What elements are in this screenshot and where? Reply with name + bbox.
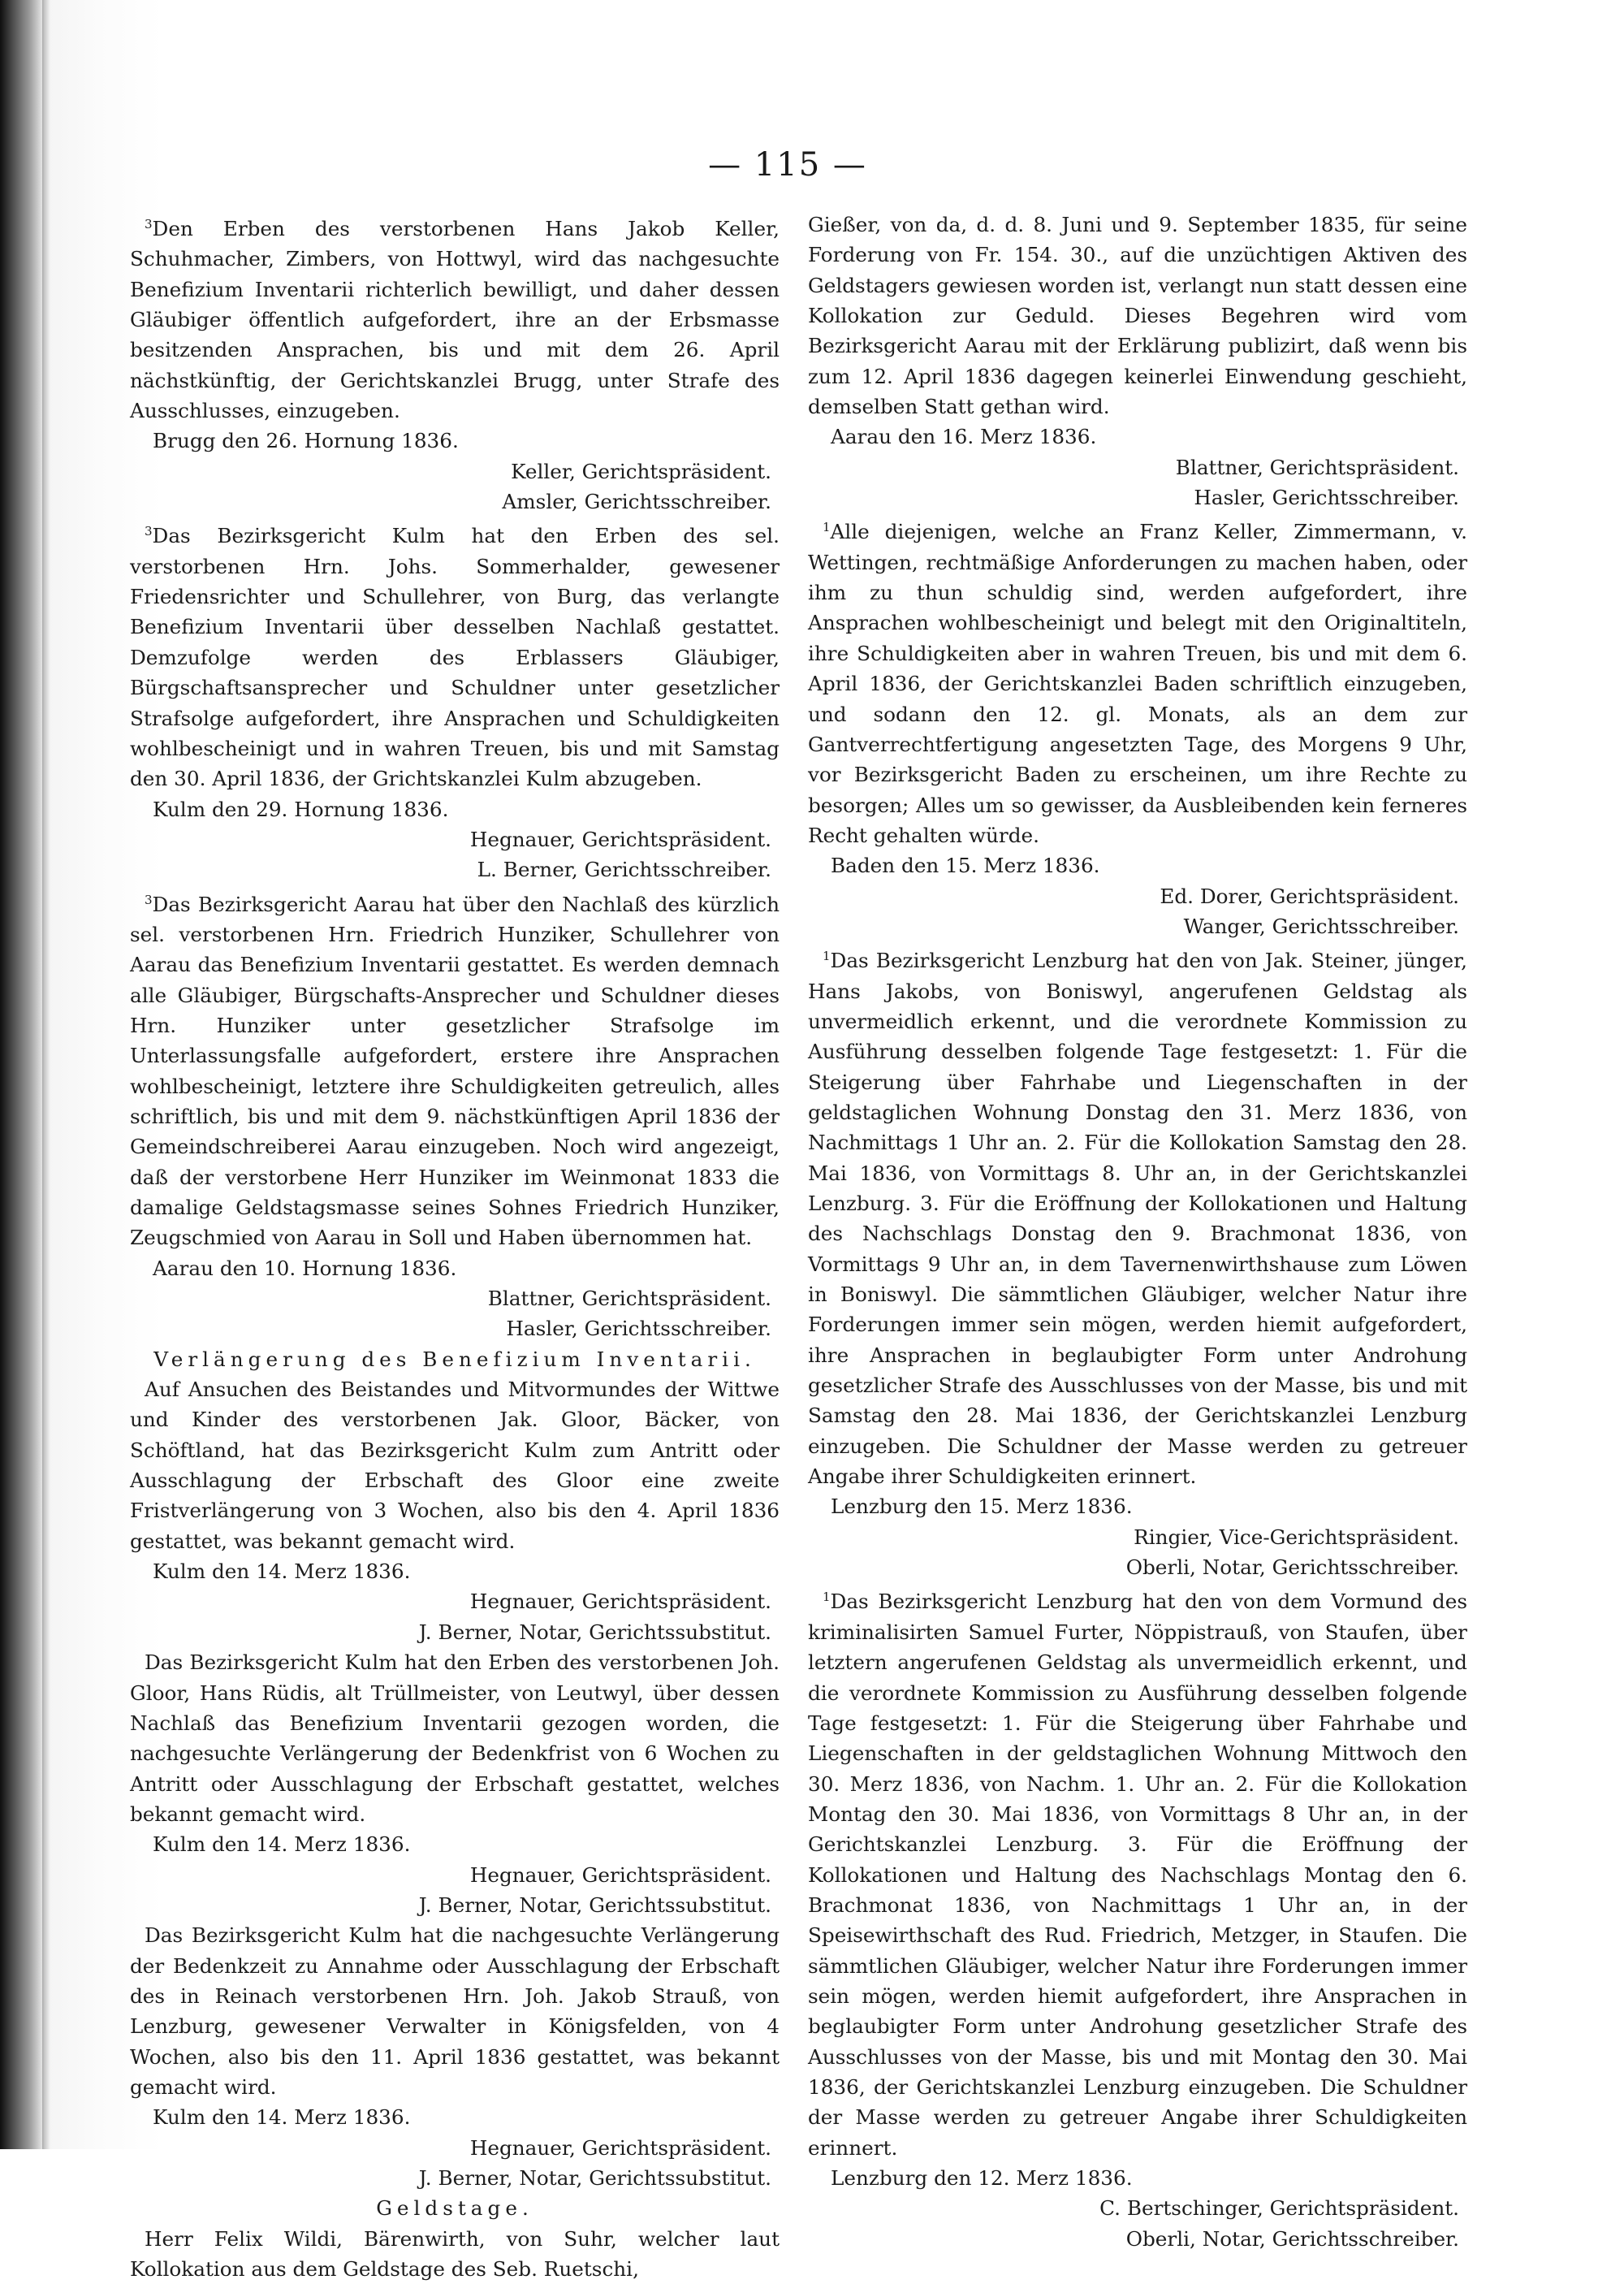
block-text: Keller, Gerichtspräsident. [511, 459, 771, 483]
block-text: Kulm den 14. Merz 1836. [153, 2105, 411, 2130]
signature-line [808, 911, 1467, 941]
block-text: Ringier, Vice-Gerichtspräsident. [1134, 1525, 1459, 1549]
signature-line [130, 1586, 780, 1616]
block-text: Das Bezirksgericht Kulm hat den Erben des verstorbenen Joh. Gloor, Hans Rüdis, alt Trüllmeister, von Leutwyl, über dessen Nachlaß das Benefizium Inventarii gezogen worden, die nachgesuchte Verlängerung der Bedenkfrist von 6 Wochen zu Antritt oder Ausschlagung der Erbschaft gestattet, welches bekannt gemacht wird. [130, 1650, 780, 1826]
insertion-count-marker: 1 [823, 1590, 831, 1605]
signature-line [130, 854, 780, 885]
dateline [130, 794, 780, 824]
block-text: Oberli, Notar, Gerichtsschreiber. [1125, 1555, 1459, 1580]
dateline [808, 1491, 1467, 1521]
signature-line [130, 2163, 780, 2193]
insertion-count-marker: 1 [823, 520, 831, 535]
block-text: Brugg den 26. Hornung 1836. [153, 429, 459, 453]
signature-line [808, 1552, 1467, 1582]
block-text: J. Berner, Notar, Gerichtssubstitut. [418, 2166, 771, 2190]
block-text: Oberli, Notar, Gerichtsschreiber. [1125, 2226, 1459, 2251]
notice-paragraph [130, 517, 780, 794]
signature-line [808, 482, 1467, 513]
block-text: Den Erben des verstorbenen Hans Jakob Keller, Schuhmacher, Zimbers, von Hottwyl, wird das nachgesuchte Benefizium Inventarii richterlich bewilligt, und daher dessen Gläubiger öffentlich aufgefordert, ihre an der Erbsmasse besitzenden Ansprachen, bis und mit dem 26. April nächstkünftig, der Gerichtskanzlei Brugg, unter Strafe des Ausschlusses, einzugeben. [130, 217, 780, 423]
block-text: Das Bezirksgericht Lenzburg hat den von Jak. Steiner, jünger, Hans Jakobs, von Boniswyl, angerufenen Geldstag als unvermeidlich erkennt, und die verordnete Kommission zu Ausführung desselben folgende Tage festgesetzt: 1. Für die Steigerung über Fahrhabe und Liegenschaften in der geldstaglichen Wohnung Donstag den 31. Merz 1836, von Nachmittags 1 Uhr an. 2. Für die Kollokation Samstag den 28. Mai 1836, von Vormittags 8. Uhr an, in der Gerichtskanzlei Lenzburg. 3. Für die Eröffnung der Kollokationen und Haltung des Nachschlags Donstag den 9. Brachmonat 1836, von Vormittags 9 Uhr an, in dem Tavernenwirthshause zum Löwen in Boniswyl. Die sämmtlichen Gläubiger, welcher Natur ihre Forderungen immer sein mögen, werden hiemit aufgefordert, ihre Ansprachen in beglaubigter Form unter Androhung gesetzlicher Strafe des Ausschlusses von der Masse, bis und mit Samstag den 28. Mai 1836, der Gerichtskanzlei Lenzburg einzugeben. Die Schuldner der Masse werden zu getreuer Angabe ihrer Schuldigkeiten erinnert. [808, 949, 1467, 1489]
block-text: Auf Ansuchen des Beistandes und Mitvormundes der Wittwe und Kinder des verstorbenen Jak. Gloor, Bäcker, von Schöftland, hat das Bezirksgericht Kulm zum Antritt oder Ausschlagung der Erbschaft des Gloor eine zweite Fristverlängerung von 3 Wochen, also bis den 4. April 1836 gestattet, was bekannt gemacht wird. [130, 1378, 780, 1553]
notice-paragraph [130, 1920, 780, 2102]
block-text: Blattner, Gerichtspräsident. [1175, 455, 1459, 479]
dateline [130, 426, 780, 456]
dateline [808, 850, 1467, 880]
notice-paragraph [130, 1374, 780, 1556]
block-text: Hegnauer, Gerichtspräsident. [469, 827, 771, 851]
block-text: Wanger, Gerichtsschreiber. [1183, 914, 1459, 938]
signature-line [808, 881, 1467, 911]
block-text: Aarau den 10. Hornung 1836. [153, 1256, 457, 1280]
block-text: Aarau den 16. Merz 1836. [831, 425, 1097, 449]
page-number: — 115 — [708, 146, 867, 184]
block-text: Ed. Dorer, Gerichtspräsident. [1160, 884, 1459, 908]
block-text: Das Bezirksgericht Lenzburg hat den von dem Vormund des kriminalisirten Samuel Furter, Nöppistrauß, von Staufen, über letztern angerufenen Geldstag als unvermeidlich erkennt, und die verordnete Kommission zu Ausführung desselben folgende Tage festgesetzt: 1. Für die Steigerung über Fahrhabe und Liegenschaften in der geldstaglichen Wohnung Mittwoch den 30. Merz 1836, von Nachm. 1. Uhr an. 2. Für die Kollokation Montag den 30. Mai 1836, von Vormittags 8 Uhr an, in der Gerichtskanzlei Lenzburg. 3. Für die Eröffnung der Kollokationen und Haltung des Nachschlags Montag den 6. Brachmonat 1836, von Nachmittags 1 Uhr an, in der Speisewirthschaft des Rud. Friedrich, Metzger, in Staufen. Die sämmtlichen Gläubiger, welcher Natur ihre Forderungen immer sein mögen, werden hiemit aufgefordert, ihre Ansprachen in beglaubigter Form unter Androhung gesetzlicher Strafe des Ausschlusses von der Masse, bis und mit Montag den 30. Mai 1836, der Gerichtskanzlei Lenzburg einzugeben. Die Schuldner der Masse werden zu getreuer Angabe ihrer Schuldigkeiten erinnert. [808, 1590, 1467, 2160]
block-text: Alle diejenigen, welche an Franz Keller, Zimmermann, v. Wettingen, rechtmäßige Anforderungen zu machen haben, oder ihm zu thun schuldig sind, werden aufgefordert, ihre Ansprachen wohlbescheinigt und belegt mit den Originaltiteln, ihre Schuldigkeiten aber in wahren Treuen, bis und mit dem 6. April 1836, der Gerichtskanzlei Baden schriftlich einzugeben, und sodann den 12. gl. Monats, als an dem zur Gantverrechtfertigung angesetzten Tage, des Morgens 9 Uhr, vor Bezirksgericht Baden zu erscheinen, um ihre Rechte zu besorgen; Alles um so gewisser, da Ausbleibenden kein ferneres Recht gehalten würde. [808, 520, 1467, 847]
dateline [130, 1253, 780, 1283]
dateline [130, 1556, 780, 1586]
notice-paragraph [808, 1582, 1467, 2163]
signature-line [808, 2193, 1467, 2223]
block-text: Das Bezirksgericht Kulm hat die nachgesuchte Verlängerung der Bedenkzeit zu Annahme oder Ausschlagung der Erbschaft des in Reinach verstorbenen Hrn. Joh. Jakob Strauß, von Lenzburg, gewesener Verwalter in Königsfelden, von 4 Wochen, also bis den 11. April 1836 gestattet, was bekannt gemacht wird. [130, 1923, 780, 2099]
dateline [130, 1829, 780, 1859]
block-text: Verlängerung des Benefizium Inventarii. [153, 1347, 756, 1371]
block-text: J. Berner, Notar, Gerichtssubstitut. [418, 1893, 771, 1917]
signature-line [130, 1313, 780, 1343]
notice-paragraph [808, 941, 1467, 1491]
signature-line [808, 452, 1467, 482]
signature-line [130, 1617, 780, 1647]
signature-line [130, 1890, 780, 1920]
block-text: Lenzburg den 15. Merz 1836. [831, 1495, 1133, 1519]
notice-paragraph [808, 513, 1467, 850]
block-text: Das Bezirksgericht Kulm hat den Erben des sel. verstorbenen Hrn. Johs. Sommerhalder, gewesener Friedensrichter und Schullehrer, von Burg, das verlangte Benefizium Inventarii über desselben Nachlaß gestattet. Demzufolge werden des Erblassers Gläubiger, Bürgschaftsansprecher und Schuldner unter gesetzlicher Strafsolge aufgefordert, ihre Ansprachen und Schuldigkeiten wohlbescheinigt und in wahren Treuen, bis und mit Samstag den 30. April 1836, der Grichtskanzlei Kulm abzugeben. [130, 524, 780, 791]
block-text: Amsler, Gerichtsschreiber. [502, 490, 771, 514]
insertion-count-marker: 3 [145, 217, 153, 231]
block-text: L. Berner, Gerichtsschreiber. [477, 858, 771, 882]
left-column [130, 210, 780, 2284]
signature-line [130, 824, 780, 854]
block-text: J. Berner, Notar, Gerichtssubstitut. [418, 1620, 771, 1644]
block-text: Hegnauer, Gerichtspräsident. [469, 2135, 771, 2160]
signature-line [130, 1283, 780, 1313]
notice-paragraph [130, 2224, 780, 2284]
block-text: Hasler, Gerichtsschreiber. [1194, 486, 1459, 510]
dateline [808, 2163, 1467, 2193]
block-text: Kulm den 14. Merz 1836. [153, 1559, 411, 1584]
block-text: Das Bezirksgericht Aarau hat über den Nachlaß des kürzlich sel. verstorbenen Hrn. Friedrich Hunziker, Schullehrer von Aarau das Benefizium Inventarii gestattet. Es werden demnach alle Gläubiger, Bürgschafts-Ansprecher und Schuldner dieses Hrn. Hunziker unter gesetzlicher Strafsolge im Unterlassungsfalle aufgefordert, erstere ihre Ansprachen wohlbescheinigt, letztere ihre Schuldigkeiten getreulich, alles schriftlich, bis und mit dem 9. nächstkünftigen April 1836 der Gemeindschreiberei Aarau einzugeben. Noch wird angezeigt, daß der verstorbene Herr Hunziker im Weinmonat 1833 die damalige Geldstagsmasse seines Sohnes Friedrich Hunziker, Zeugschmied von Aarau in Soll und Haben übernommen hat. [130, 892, 780, 1250]
page-edge [42, 0, 50, 2149]
block-text: Hegnauer, Gerichtspräsident. [469, 1862, 771, 1887]
insertion-count-marker: 3 [145, 892, 153, 907]
right-column [808, 210, 1467, 2254]
signature-line [130, 1860, 780, 1890]
block-text: Kulm den 29. Hornung 1836. [153, 797, 449, 821]
notice-paragraph [130, 885, 780, 1253]
dateline [130, 2102, 780, 2132]
signature-line [808, 1522, 1467, 1552]
signature-line [808, 2224, 1467, 2254]
section-heading [130, 2193, 780, 2223]
dateline [808, 422, 1467, 452]
block-text: Geldstage. [376, 2196, 533, 2221]
notice-paragraph [130, 210, 780, 426]
insertion-count-marker: 1 [823, 949, 831, 964]
signature-line [130, 487, 780, 517]
block-text: Hegnauer, Gerichtspräsident. [469, 1590, 771, 1614]
signature-line [130, 456, 780, 487]
binding-gutter-shadow [0, 0, 45, 2149]
signature-line [130, 2133, 780, 2163]
block-text: Lenzburg den 12. Merz 1836. [831, 2166, 1133, 2190]
insertion-count-marker: 3 [145, 524, 153, 539]
block-text: Herr Felix Wildi, Bärenwirth, von Suhr, welcher laut Kollokation aus dem Geldstage des Seb. Ruetschi, [130, 2226, 780, 2282]
block-text: Kulm den 14. Merz 1836. [153, 1832, 411, 1857]
block-text: Hasler, Gerichtsschreiber. [506, 1317, 771, 1341]
block-text: Blattner, Gerichtspräsident. [487, 1287, 771, 1311]
block-text: C. Bertschinger, Gerichtspräsident. [1099, 2196, 1459, 2221]
notice-paragraph [130, 1647, 780, 1829]
section-heading [130, 1344, 780, 1374]
block-text: Baden den 15. Merz 1836. [831, 854, 1100, 878]
notice-paragraph [808, 210, 1467, 422]
block-text: Gießer, von da, d. d. 8. Juni und 9. September 1835, für seine Forderung von Fr. 154. 30., auf die unzüchtigen Aktiven des Geldstagers gewiesen worden ist, verlangt nun statt dessen eine Kollokation zur Geduld. Dieses Begehren wird vom Bezirksgericht Aarau mit der Erklärung publizirt, daß wenn bis zum 12. April 1836 dagegen keinerlei Einwendung geschieht, demselben Statt gethan wird. [808, 213, 1467, 419]
